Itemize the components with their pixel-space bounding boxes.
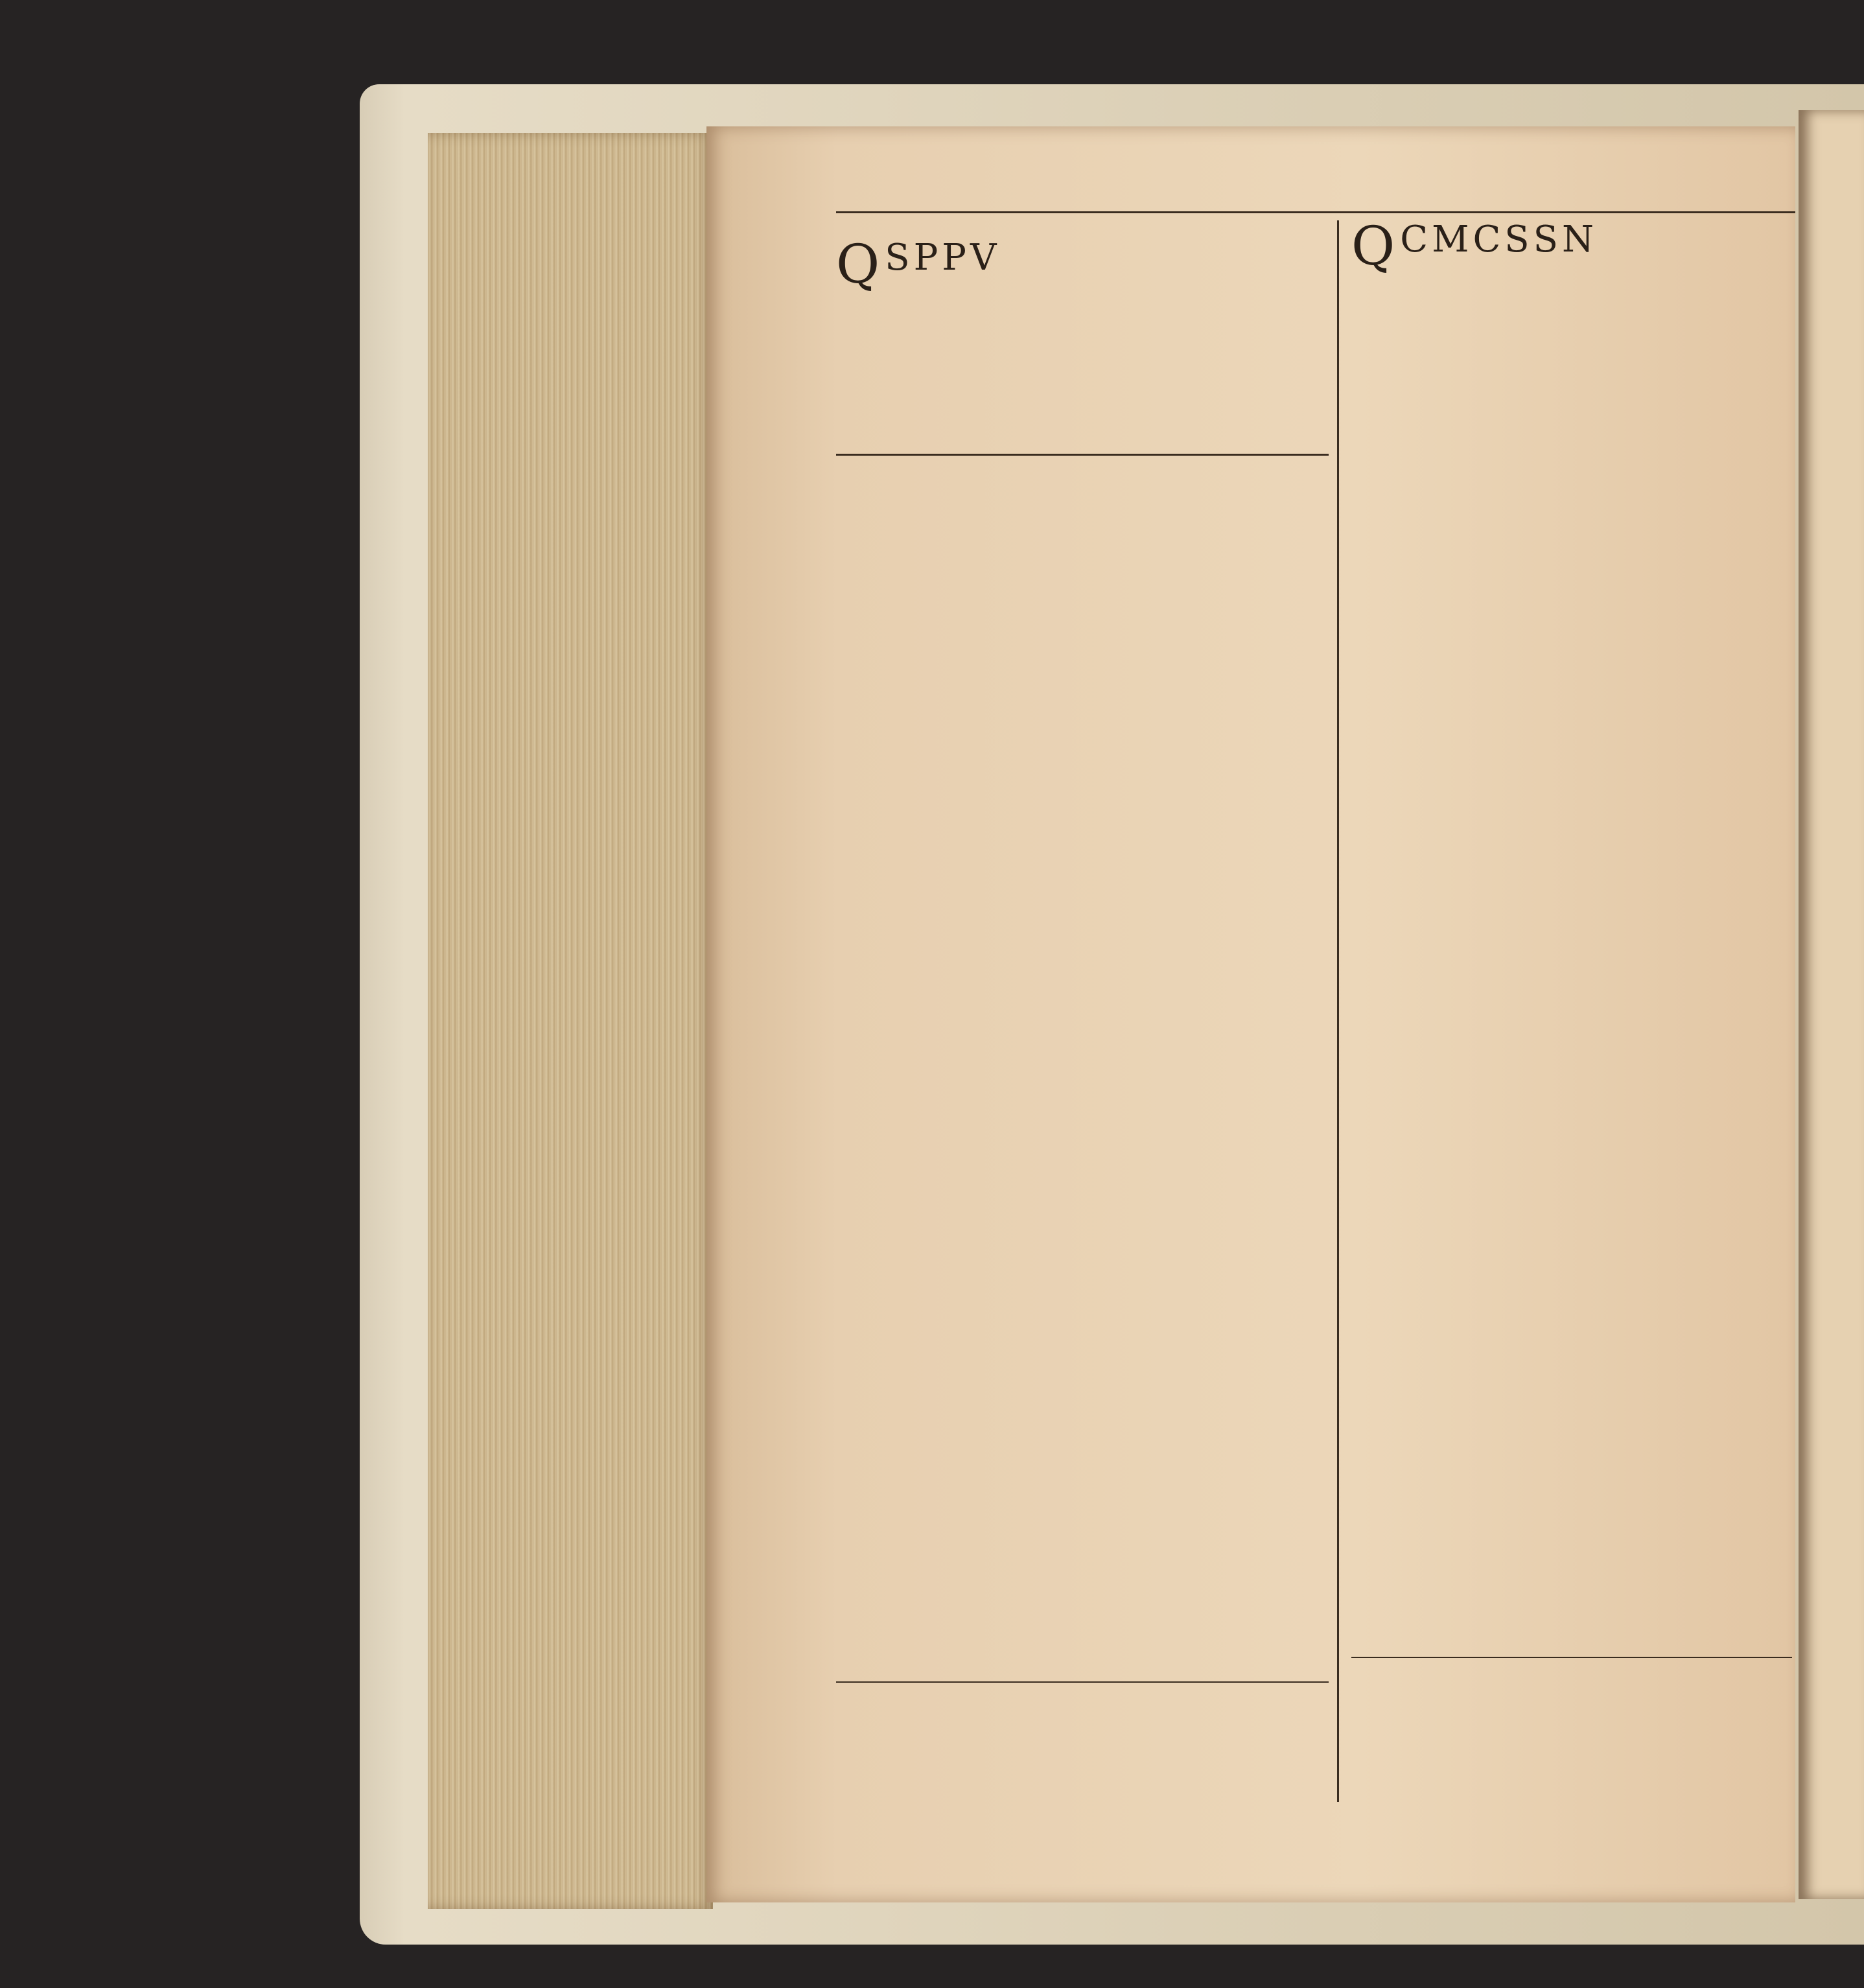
drop-cap: C: [1400, 218, 1428, 261]
book-page: [706, 126, 1795, 1902]
drop-cap: N: [1562, 218, 1594, 261]
left-column: [836, 220, 1329, 296]
drop-cap: S: [885, 237, 910, 279]
running-header: [830, 162, 1795, 207]
drop-cap: Q: [836, 234, 880, 296]
drop-cap: V: [970, 237, 997, 279]
drop-cap: C: [1473, 218, 1501, 261]
drop-cap: P: [942, 237, 966, 279]
footnote-rule-right: [1351, 1657, 1792, 1658]
right-column: [1351, 216, 1792, 277]
page-edges: [428, 133, 713, 1909]
header-rule: [836, 211, 1795, 213]
section-rule: [836, 454, 1329, 456]
drop-cap: S: [1504, 218, 1530, 261]
drop-cap: P: [913, 237, 938, 279]
drop-cap: S: [1533, 218, 1559, 261]
footnote-rule-left: [836, 1681, 1329, 1683]
drop-cap: Q: [1351, 216, 1395, 277]
column-rule: [1337, 220, 1339, 1802]
next-page-strip: [1799, 110, 1864, 1899]
drop-cap: M: [1432, 218, 1469, 261]
